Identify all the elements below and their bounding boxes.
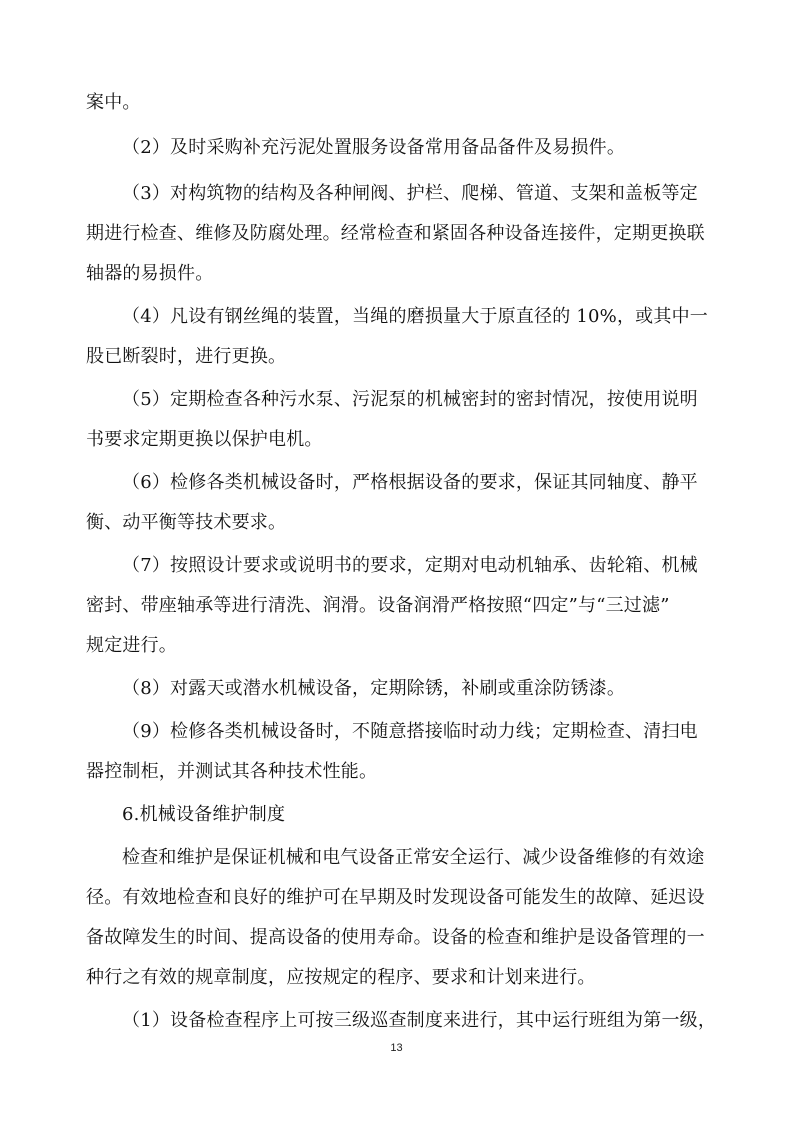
text-line: 案中。	[86, 92, 141, 113]
text-line: （8）对露天或潜水机械设备，定期除锈，补刷或重涂防锈漆。	[122, 678, 626, 699]
text-line: 备故障发生的时间、提高设备的使用寿命。设备的检查和维护是设备管理的一	[86, 927, 705, 948]
text-line: （2）及时采购补充污泥处置服务设备常用备品备件及易损件。	[122, 137, 626, 158]
section-heading: 6.机械设备维护制度	[122, 804, 286, 825]
text-line: （5）定期检查各种污水泵、污泥泵的机械密封的密封情况，按使用说明	[122, 389, 698, 410]
text-line: （1）设备检查程序上可按三级巡查制度来进行，其中运行班组为第一级，	[122, 1010, 717, 1031]
text-line: （4）凡设有钢丝绳的装置，当绳的磨损量大于原直径的 10%，或其中一	[122, 306, 708, 327]
text-line: 衡、动平衡等技术要求。	[86, 512, 287, 533]
text-line: 密封、带座轴承等进行清洗、润滑。设备润滑严格按照“四定”与“三过滤”	[86, 595, 670, 616]
text-line: 径。有效地检查和良好的维护可在早期及时发现设备可能发生的故障、延迟设	[86, 887, 705, 908]
text-line: 轴器的易损件。	[86, 263, 214, 284]
text-line: （6）检修各类机械设备时，严格根据设备的要求，保证其同轴度、静平	[122, 472, 698, 493]
text-line: 期进行检查、维修及防腐处理。经常检查和紧固各种设备连接件，定期更换联	[86, 223, 705, 244]
text-line: 种行之有效的规章制度，应按规定的程序、要求和计划来进行。	[86, 967, 596, 988]
text-line: （7）按照设计要求或说明书的要求，定期对电动机轴承、齿轮箱、机械	[122, 555, 698, 576]
text-line: 规定进行。	[86, 635, 177, 656]
page-number: 13	[390, 1042, 403, 1054]
text-line: （9）检修各类机械设备时，不随意搭接临时动力线；定期检查、清扫电	[122, 721, 698, 742]
text-line: （3）对构筑物的结构及各种闸阀、护栏、爬梯、管道、支架和盖板等定	[122, 183, 698, 204]
text-line: 器控制柜，并测试其各种技术性能。	[86, 761, 378, 782]
text-line: 检查和维护是保证机械和电气设备正常安全运行、减少设备维修的有效途	[122, 847, 705, 868]
text-line: 股已断裂时，进行更换。	[86, 346, 287, 367]
text-line: 书要求定期更换以保护电机。	[86, 429, 323, 450]
